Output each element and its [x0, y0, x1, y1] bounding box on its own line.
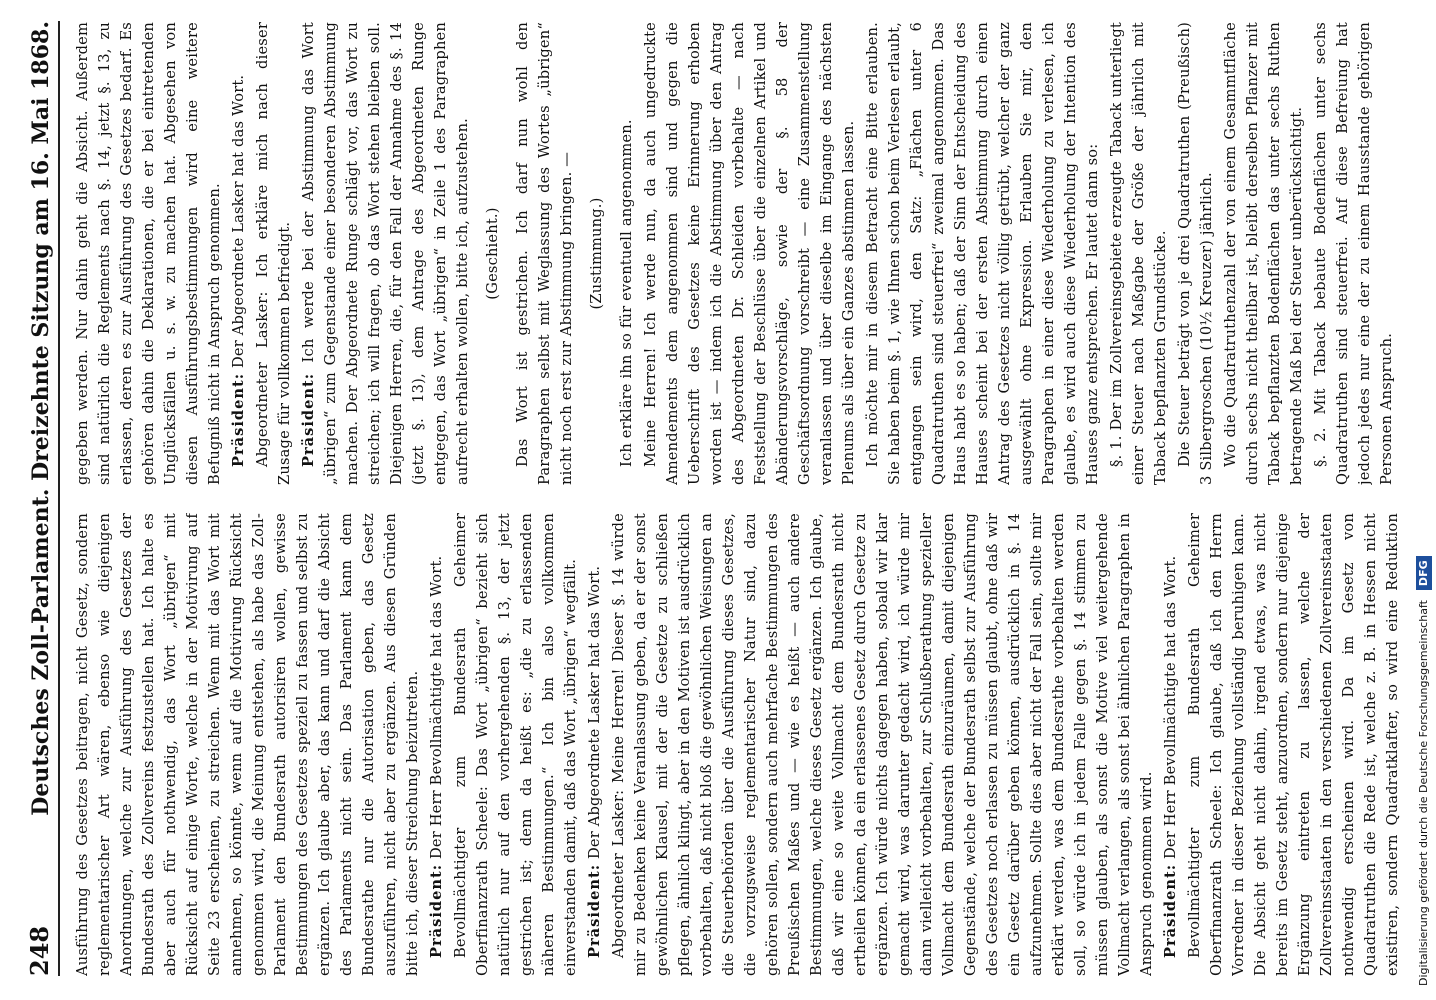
text-body [72, 21, 1402, 976]
paragraph: Bevollmächtigter zum Bundesrath Geheimer Oberfinanzrath Scheele: Das Wort „übrigen“ bezieht sich natürlich nur auf den vorhergehenden §. 13, der jetzt gestrichen ist; denn da heißt es: „die zu erlassenden näheren Bestimmungen.“ Ich bin also vollkommen einverstanden damit, daß das Wort „übrigen“ wegfällt. [452, 513, 579, 976]
speaker-label: Präsident: [230, 372, 247, 467]
credit-text: Digitalisierung gefördert durch die Deutsche Forschungsgemeinschaft [1417, 600, 1430, 986]
paragraph [584, 513, 606, 976]
document-page [14, 21, 1414, 976]
column-right [72, 22, 1402, 485]
law-paragraph: Wo die Quadratruthenzahl der von einem Gesammtfläche durch sechs nicht theilbar ist, bleibt derselben Pflanzer mit Taback bepflanzten Bodenflächen das unter sechs Ruthen betragende Maß bei der Steuer unberücksichtigt. [1222, 22, 1305, 485]
digitization-credit [1414, 0, 1434, 1000]
law-paragraph: Die Steuer beträgt von je drei Quadratruthen (Preußisch) 3 Silbergroschen (10½ Kreuzer) jährlich. [1176, 22, 1215, 485]
paragraph: Ausführung des Gesetzes beitragen, nicht Gesetz, sondern reglementarischer Art wären, ebenso wie diejenigen Anordnungen, welche zur Ausführung des Gesetzes der Bundesrath des Zollvereins festzustellen hat. Ich halte es aber auch für nothwendig, das Wort „übrigen“ mit Rücksicht auf einige Worte, welche in der Motivirung auf Seite 23 erscheinen, zu streichen. Wenn mit das Wort mit annehmen, so könnte, wenn auf die Motivirung Rücksicht genommen wird, die Meinung entstehen, als habe das Zoll-Parlament den Bundesrath autorisiren wollen, gewisse Bestimmungen des Gesetzes speziell zu fassen und selbst zu ergänzen. Ich glaube aber, das kann und darf die Absicht des Parlaments nicht sein. Das Parlament kann dem Bundesrathe nur die Autorisation geben, das Gesetz auszuführen, nicht aber zu ergänzen. Aus diesen Gründen bitte ich, dieser Streichung beizutreten. [74, 513, 421, 976]
running-title: Deutsches Zoll-Parlament. Dreizehnte Sitzung am 16. Mai 1868. [28, 21, 54, 816]
paragraph: Ich erkläre ihn so für eventuell angenommen. [618, 119, 635, 467]
paragraph: Ich möchte mir in diesem Betracht eine Bitte erlauben. Sie haben beim §. 1, wie Ihnen schon beim Verlesen erlaubt, entgangen sein wird, den Satz: „Flächen unter 6 Quadratruthen sind steuerfrei“ zweimal angenommen. Das Haus habt es so haben; daß der Sinn der Entscheidung des Hauses scheint bei der ersten Abstimmung durch einen Antrag des Gesetzes nicht völlig getrübt, welcher der ganz ausgewählt ohne Expression. Erlauben Sie mir, den Paragraphen in einer diese Wiederholung zu verlesen, ich glaube, es wird auch diese Wiederholung der Intention des Hauses ganz entsprechen. Er lautet dann so: [864, 22, 1101, 485]
dfg-logo: DFG [1416, 556, 1432, 590]
digitization-sidebar [1412, 0, 1436, 1000]
paragraph: Abgeordneter Lasker: Meine Herren! Dieser §. 14 würde mir zu Bedenken keine Veranlassung geben, da er der sonst gewöhnlichen Klausel, mit der die Gesetze zu schließen pflegen, ähnlich klingt, aber in den Motiven ist ausdrücklich vorbehalten, daß nicht bloß die gewöhnlichen Weisungen an die Steuerbehörden über die Ausführung dieses Gesetzes, die vorzugsweise reglementarischer Natur sind, dazu gehören sollen, sondern auch mehrfache Bestimmungen des Preußischen Maßes und — wie es heißt — auch andere Bestimmungen, welche dieses Gesetz ergänzen. Ich glaube, daß wir eine so weite Vollmacht dem Bundesrath nicht ertheilen können, da ein erlassenes Gesetz durch Gesetze zu ergänzen. Ich würde nichts dagegen haben, sobald wir klar gemacht wird, was darunter gedacht wird, ich würde mir dann vielleicht vorbehalten, zur Schlußberathung spezieller Vollmacht dem Bundesrath einzuräumen, damit diejenigen Gegenstände, welche der Bundesrath selbst zur Ausführung des Gesetzes noch erlassen zu müssen glaubt, ohne daß wir ein Gesetz darüber geben können, ausdrücklich in §. 14 aufzunehmen. Sollte dies aber nicht der Fall sein, sollte mir erklärt werden, was dem Bundesrathe vorbehalten werden soll, so würde ich in jedem Falle gegen §. 14 stimmen zu müssen glauben, als sonst die Motive viel weitergehende Vollmacht verlangen, als sonst bei ähnlichen Paragraphen in Anspruch genommen wird. [610, 513, 1155, 976]
speaker-label: Präsident: [300, 372, 317, 467]
page-number: 248 [25, 925, 54, 976]
speaker-label: Präsident: [586, 863, 603, 958]
speaker-label: Präsident: [428, 863, 445, 958]
paragraph [228, 22, 250, 485]
paragraph: Das Wort ist gestrichen. Ich darf nun wohl den Paragraphen selbst mit Weglassung des Wortes „übrigen“ nicht noch erst zur Abstimmung bringen. — [514, 22, 575, 485]
speaker-text: Der Herr Bevollmächtigte hat das Wort. [428, 555, 445, 860]
paragraph [1160, 513, 1182, 976]
column-left [72, 513, 1402, 976]
paragraph: gegeben werden. Nur dahin geht die Absicht. Außerdem sind natürlich die Reglements nach §. 14, jetzt §. 13, zu erlassen, deren es zur Ausführung des Gesetzes bedarf. Es gehören dahin die Deklarationen, die er bei eintretenden Unglücksfällen u. s. w. zu machen hat. Abgesehen von diesen Ausführungsbestimmungen wird eine weitere Befugniß nicht in Anspruch genommen. [74, 22, 223, 485]
stage-direction: (Zustimmung.) [588, 197, 605, 310]
paragraph [298, 22, 474, 485]
speaker-text: Der Herr Bevollmächtigte hat das Wort. [1162, 555, 1179, 860]
paragraph [426, 513, 448, 976]
paragraph: Meine Herren! Ich werde nun, da auch ungedruckte Amendements dem angenommen sind und gegen die Ueberschrift des Gesetzes keine Erinnerung erhoben worden ist — indem ich die Abstimmung über den Antrag des Abgeordneten Dr. Schleiden vorbehalte — nach Feststellung der Beschlüsse über die einzelnen Artikel und Abänderungsvorschläge, sowie der §. 58 der Geschäftsordnung vorschreibt — eine Zusammenstellung veranlassen und über dieselbe im Eingange des nächsten Plenums als über ein Ganzes abstimmen lassen. [642, 22, 857, 485]
speaker-text: Ich werde bei der Abstimmung das Wort „übrigen“ zum Gegenstande einer besonderen Abstimmung machen. Der Abgeordnete Runge schlägt vor, das Wort zu streichen; ich will fragen, ob das Wort stehen bleiben soll. Diejenigen Herren, die, für den Fall der Annahme des §. 14 (jetzt §. 13), dem Antrage des Abgeordneten Runge entgegen, das Wort „übrigen“ in Zeile 1 des Paragraphen aufrecht erhalten wollen, bitte ich, aufzustehen. [300, 22, 471, 485]
law-paragraph: §. 1. Der im Zollvereinsgebiete erzeugte Taback unterliegt einer Steuer nach Maßgabe der Größe der jährlich mit Taback bepflanzten Grundstücke. [1108, 22, 1169, 485]
paragraph: Abgeordneter Lasker: Ich erkläre mich nach dieser Zusage für vollkommen befriedigt. [254, 22, 293, 485]
page-header [14, 21, 60, 976]
speaker-label: Präsident: [1162, 863, 1179, 958]
law-paragraph: §. 2. Mit Taback bebaute Bodenflächen unter sechs Quadratruthen sind steuerfrei. Auf diese Befreiung hat jedoch jedes nur eine der zu einem Hausstande gehörigen Personen Anspruch. [1312, 22, 1395, 485]
speaker-text: Der Abgeordnete Lasker hat das Wort. [586, 565, 603, 860]
paragraph: Bevollmächtigter zum Bundesrath Geheimer Oberfinanzrath Scheele: Ich glaube, daß ich den Herrn Vorredner in dieser Beziehung vollständig beruhigen kann. Die Absicht geht nicht dahin, irgend etwas, was nicht bereits im Gesetz steht, anzuordnen, sondern nur diejenige Ergänzung eintreten zu lassen, welche der Zollvereinsstaaten in den verschiedenen Zollvereinsstaaten nothwendig erscheinen wird. Da im Gesetz von Quadratruthen die Rede ist, welche z. B. in Hessen nicht existiren, sondern Quadratklafter, so wird eine Reduktion [1186, 513, 1401, 976]
speaker-text: Der Abgeordnete Lasker hat das Wort. [230, 74, 247, 369]
stage-direction: (Geschieht.) [484, 207, 501, 300]
paragraph [1400, 22, 1402, 485]
